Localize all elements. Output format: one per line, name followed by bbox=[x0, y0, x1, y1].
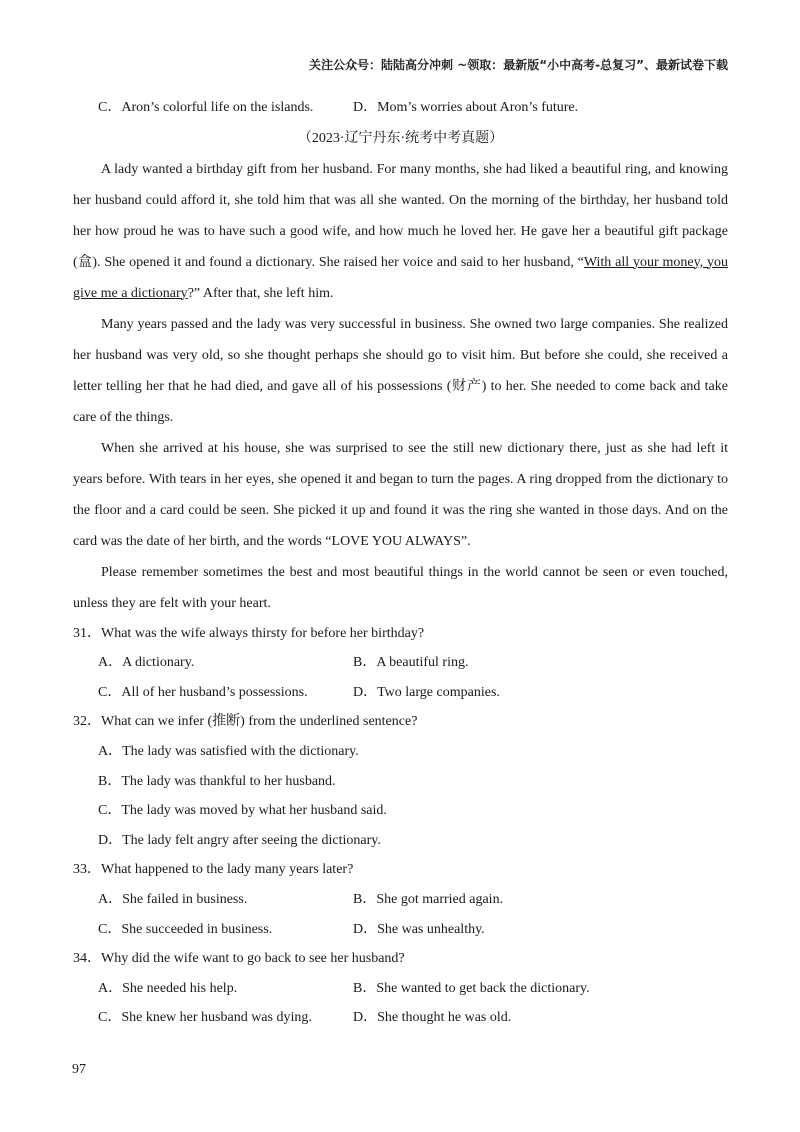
question-33-options-ab bbox=[73, 885, 728, 915]
option-d[interactable]: D．Mom’s worries about Aron’s future. bbox=[353, 100, 579, 115]
question-32-option-a-row bbox=[73, 737, 728, 767]
question-34-options-ab bbox=[73, 974, 728, 1004]
page-header: 关注公众号：陆陆高分冲刺 ~领取：最新版“小中高考-总复习”、最新试卷下载 bbox=[309, 58, 728, 72]
passage-source: （2023·辽宁丹东·统考中考真题） bbox=[297, 130, 504, 146]
question-31-options-ab bbox=[73, 648, 728, 678]
question-32-option-d-row bbox=[73, 826, 728, 856]
question-34-options-cd bbox=[73, 1003, 728, 1033]
option-a[interactable]: A．She needed his help. bbox=[98, 980, 238, 996]
question-33-stem: 33．What happened to the lady many years later? bbox=[73, 862, 354, 878]
passage-paragraph-2: Many years passed and the lady was very successful in business. She owned two large companies. She realized her husband was very old, so she thought perhaps she should go to visit him. But before she could, she received a letter telling her that he had died, and gave all of his possessions (财产) to her. She needed to come back and take care of the things. bbox=[73, 316, 728, 425]
underlined-sentence: With all your money, you give me a dictionary bbox=[73, 254, 728, 301]
question-34-stem: 34．Why did the wife want to go back to see her husband? bbox=[73, 951, 405, 967]
question-32-option-b-row bbox=[73, 767, 728, 797]
option-d[interactable]: D．The lady felt angry after seeing the dictionary. bbox=[98, 832, 381, 848]
option-d[interactable]: D．Two large companies. bbox=[353, 684, 500, 700]
question-32-stem: 32．What can we infer (推断) from the underlined sentence? bbox=[73, 714, 418, 730]
option-a[interactable]: A．A dictionary. bbox=[98, 655, 195, 671]
passage-paragraph-1 bbox=[73, 154, 728, 309]
option-d[interactable]: D．She thought he was old. bbox=[353, 1010, 512, 1026]
passage-paragraph-4: Please remember sometimes the best and most beautiful things in the world cannot be seen or even touched, unless they are felt with your heart. bbox=[73, 564, 728, 611]
paragraph-1-text: A lady wanted a birthday gift from her husband. For many months, she had liked a beautiful ring, and knowing her husband could afford it, she told him that was all she wanted. On the morning of the birthday, her husband told her how proud he was to have such a good wife, and how much he loved her. He gave her a beautiful gift package (盒). She opened it and found a dictionary. She raised her voice and said to her husband, “ bbox=[73, 161, 728, 270]
question-32-option-c-row bbox=[73, 796, 728, 826]
option-b[interactable]: B．She got married again. bbox=[353, 891, 504, 907]
option-a[interactable]: A．The lady was satisfied with the dictionary. bbox=[98, 743, 359, 759]
document-content bbox=[73, 93, 728, 1033]
option-c[interactable]: C．Aron’s colorful life on the islands. bbox=[98, 100, 314, 115]
option-b[interactable]: B．She wanted to get back the dictionary. bbox=[353, 980, 590, 996]
question-33-options-cd bbox=[73, 915, 728, 945]
question-31-stem: 31．What was the wife always thirsty for before her birthday? bbox=[73, 625, 425, 641]
option-d[interactable]: D．She was unhealthy. bbox=[353, 921, 485, 937]
option-c[interactable]: C．She knew her husband was dying. bbox=[98, 1010, 312, 1026]
option-a[interactable]: A．She failed in business. bbox=[98, 891, 248, 907]
question-31-options-cd bbox=[73, 678, 728, 708]
option-c[interactable]: C．All of her husband’s possessions. bbox=[98, 684, 308, 700]
previous-question-options-cd bbox=[73, 93, 728, 123]
option-c[interactable]: C．She succeeded in business. bbox=[98, 921, 273, 937]
option-c[interactable]: C．The lady was moved by what her husband said. bbox=[98, 803, 387, 819]
passage-paragraph-3: When she arrived at his house, she was surprised to see the still new dictionary there, just as she had left it years before. With tears in her eyes, she opened it and began to turn the pages. A ring dropped from the dictionary to the floor and a card could be seen. She picked it up and found it was the ring she wanted in those days. And on the card was the date of her birth, and the words “LOVE YOU ALWAYS”. bbox=[73, 440, 728, 549]
option-b[interactable]: B．The lady was thankful to her husband. bbox=[98, 773, 336, 789]
paragraph-1-ending: ?” After that, she left him. bbox=[187, 285, 334, 301]
option-b[interactable]: B．A beautiful ring. bbox=[353, 655, 469, 671]
page-number: 97 bbox=[72, 1062, 86, 1077]
